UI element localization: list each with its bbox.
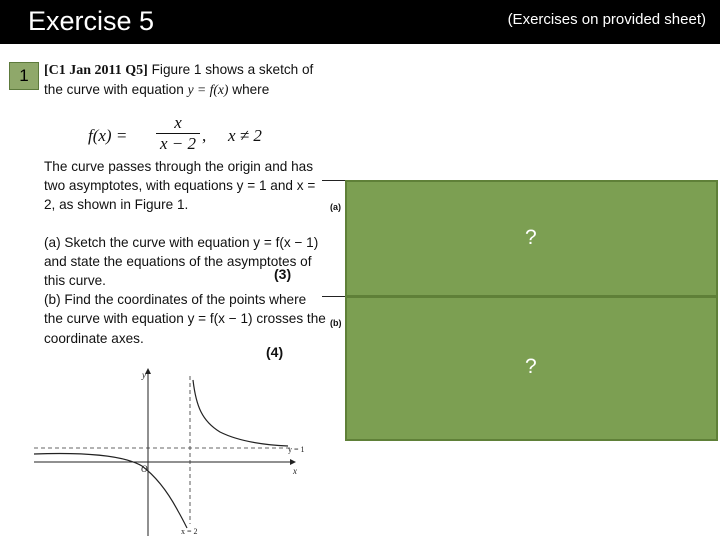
intro-equation-fx: = f(x) — [193, 82, 229, 98]
intro-equation-y: y — [187, 82, 194, 98]
answer-b-label: (b) — [330, 318, 342, 328]
equation-condition: x ≠ 2 — [228, 126, 262, 145]
asymptote-x-label: x = 2 — [181, 527, 198, 536]
fraction-denominator: x − 2 — [159, 134, 197, 153]
x-axis-label: x — [293, 466, 297, 476]
answer-b-placeholder: ? — [525, 355, 537, 378]
intro-text-1: Figure 1 shows a sketch of the curve with equation — [44, 62, 314, 98]
divider-a — [322, 180, 346, 181]
asymptote-y-label: y = 1 — [288, 445, 305, 454]
equation-comma: , — [202, 126, 207, 145]
marks-a: (3) — [274, 266, 292, 282]
intro-text-2: where — [228, 82, 270, 98]
question-text — [44, 60, 326, 348]
right-branch-curve — [193, 380, 288, 446]
page-subtitle: (Exercises on provided sheet) — [507, 11, 706, 28]
question-intro — [44, 60, 326, 117]
origin-label: O — [141, 464, 148, 474]
fraction-numerator: x — [174, 113, 182, 132]
answer-box-a[interactable] — [345, 180, 718, 297]
part-a-text: (a) Sketch the curve with equation y = f(x − 1) and state the equations of the asymptotes of this curve. — [44, 234, 319, 289]
answer-box-b[interactable] — [345, 296, 718, 441]
equation-lhs: f(x) = — [88, 126, 128, 145]
equation-fraction — [156, 114, 200, 153]
divider-b — [322, 296, 346, 297]
question-source: [C1 Jan 2011 Q5] — [44, 63, 148, 78]
header-bar — [0, 0, 720, 44]
marks-b: (4) — [266, 344, 284, 360]
curve-figure — [30, 366, 330, 538]
question-paragraph: The curve passes through the origin and has two asymptotes, with equations y = 1 and x = 2, as shown in Figure 1. — [44, 159, 316, 213]
y-axis-label: y — [142, 370, 146, 380]
left-branch-curve — [34, 454, 187, 529]
answer-a-placeholder: ? — [525, 226, 537, 249]
question-number-badge: 1 — [9, 62, 39, 90]
part-b-text: (b) Find the coordinates of the points where the curve with equation y = f(x − 1) crosses the coordinate axes. — [44, 292, 326, 346]
page-title: Exercise 5 — [28, 6, 155, 36]
answer-a-label: (a) — [330, 202, 341, 212]
x-axis-arrow — [290, 459, 296, 465]
